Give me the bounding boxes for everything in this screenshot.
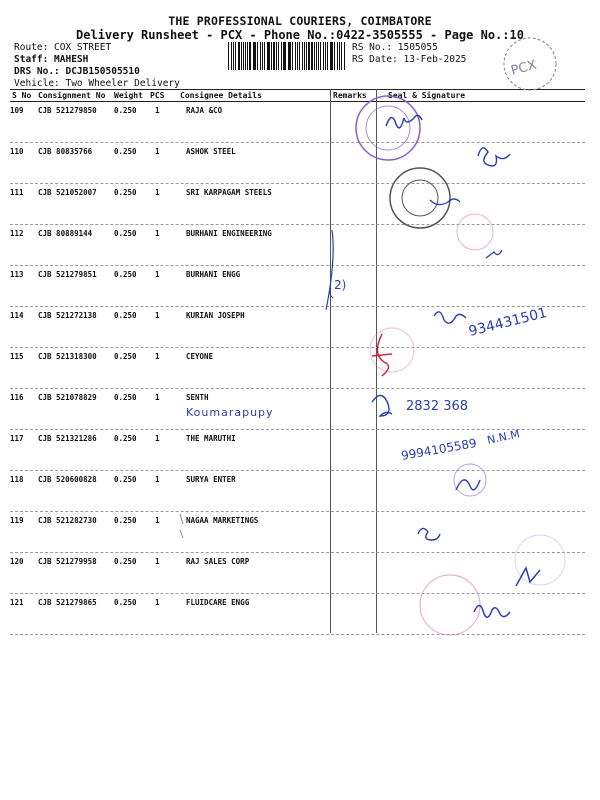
- barcode-bar: [235, 42, 236, 70]
- barcode-bar: [306, 42, 307, 70]
- cell-pcs: 1: [155, 393, 160, 402]
- barcode-bar: [271, 42, 272, 70]
- cell-consignment: CJB 521279958: [38, 557, 97, 566]
- cell-weight: 0.250: [114, 516, 137, 525]
- cell-weight: 0.250: [114, 188, 137, 197]
- cell-sno: 115: [10, 352, 24, 361]
- barcode-bar: [281, 42, 282, 70]
- phone-116: 2832 368: [406, 399, 469, 414]
- barcode-bar: [330, 42, 331, 70]
- cell-consignment: CJB 521318300: [38, 352, 97, 361]
- barcode-bar: [276, 42, 277, 70]
- cell-sno: 119: [10, 516, 24, 525]
- cell-consignment: CJB 521052007: [38, 188, 97, 197]
- barcode-bar: [283, 42, 284, 70]
- barcode-bar: [260, 42, 261, 70]
- barcode-bar: [262, 42, 263, 70]
- cell-pcs: 1: [155, 311, 160, 320]
- barcode-bar: [288, 42, 289, 70]
- barcode-bar: [339, 42, 340, 70]
- col-head-weight: Weight: [114, 91, 143, 100]
- cell-weight: 0.250: [114, 311, 137, 320]
- pcx-stamp: [504, 38, 556, 90]
- table-row: [10, 102, 585, 143]
- cell-consignment: CJB 80889144: [38, 229, 93, 238]
- barcode-bar: [295, 42, 296, 70]
- cell-sno: 112: [10, 229, 24, 238]
- cell-pcs: 1: [155, 147, 160, 156]
- barcode-bar: [341, 42, 342, 70]
- row-separator: [10, 634, 585, 635]
- barcode-bar: [299, 42, 300, 70]
- cell-sno: 116: [10, 393, 24, 402]
- col-head-seal: Seal & Signature: [388, 91, 466, 100]
- table-row: [10, 471, 585, 512]
- cell-consignment: CJB 521321286: [38, 434, 97, 443]
- cell-pcs: 1: [155, 106, 160, 115]
- staff-label: Staff: MAHESH: [14, 54, 89, 65]
- table-row: [10, 594, 585, 635]
- cell-weight: 0.250: [114, 557, 137, 566]
- cell-consignee: ASHOK STEEL: [186, 147, 236, 156]
- cell-weight: 0.250: [114, 106, 137, 115]
- cell-sno: 109: [10, 106, 24, 115]
- cell-sno: 114: [10, 311, 24, 320]
- barcode-bar: [241, 42, 242, 70]
- cell-consignee: SENTH: [186, 393, 209, 402]
- table-row: [10, 430, 585, 471]
- barcode-bar: [314, 42, 315, 70]
- barcode-bar: [304, 42, 305, 70]
- barcode-bar: [308, 42, 309, 70]
- barcode-bar: [254, 42, 256, 70]
- barcode-bar: [292, 42, 293, 70]
- cell-weight: 0.250: [114, 393, 137, 402]
- cell-consignee: KURIAN JOSEPH: [186, 311, 245, 320]
- table-row: [10, 266, 585, 307]
- barcode-bar: [231, 42, 232, 70]
- barcode-bar: [316, 42, 317, 70]
- runsheet-subtitle: Delivery Runsheet - PCX - Phone No.:0422-3505555 - Page No.:10: [76, 28, 524, 42]
- barcode-bar: [243, 42, 244, 70]
- cell-pcs: 1: [155, 434, 160, 443]
- cell-consignee: CEYONE: [186, 352, 214, 361]
- col-head-pcs: PCS: [150, 91, 165, 100]
- rs-date: RS Date: 13-Feb-2025: [352, 54, 467, 65]
- barcode-bar: [233, 42, 234, 70]
- cell-consignment: CJB 520600828: [38, 475, 97, 484]
- barcode-bar: [257, 42, 258, 70]
- barcode-bar: [278, 42, 279, 70]
- barcode-bar: [344, 42, 345, 70]
- barcode-bar: [323, 42, 324, 70]
- barcode-bar: [249, 42, 250, 70]
- cell-weight: 0.250: [114, 598, 137, 607]
- cell-consignee: BURHANI ENGINEERING: [186, 229, 272, 238]
- barcode-bar: [320, 42, 321, 70]
- barcode-bar: [238, 42, 240, 70]
- barcode-bar: [284, 42, 285, 70]
- barcode-bar: [337, 42, 338, 70]
- cell-sno: 111: [10, 188, 24, 197]
- cell-pcs: 1: [155, 516, 160, 525]
- cell-weight: 0.250: [114, 352, 137, 361]
- cell-weight: 0.250: [114, 147, 137, 156]
- phone-117: 9994105589: [400, 435, 478, 463]
- cell-sno: 110: [10, 147, 24, 156]
- barcode-bar: [228, 42, 229, 70]
- table-row: [10, 143, 585, 184]
- col-head-remarks: Remarks: [333, 91, 367, 100]
- route-label: Route: COX STREET: [14, 42, 112, 53]
- header-top-rule: [10, 89, 585, 90]
- vehicle-label: Vehicle: Two Wheeler Delivery: [14, 78, 180, 89]
- cell-consignment: CJB 521282730: [38, 516, 97, 525]
- barcode-bar: [247, 42, 248, 70]
- barcode-bar: [325, 42, 326, 70]
- cell-sno: 117: [10, 434, 24, 443]
- cell-weight: 0.250: [114, 270, 137, 279]
- col-head-consignee: Consignee Details: [180, 91, 262, 100]
- cell-weight: 0.250: [114, 434, 137, 443]
- table-row: [10, 184, 585, 225]
- cell-sno: 113: [10, 270, 24, 279]
- cell-consignee: RAJA &CO: [186, 106, 223, 115]
- cell-consignment: CJB 80835766: [38, 147, 93, 156]
- barcode-bar: [264, 42, 265, 70]
- col-head-consignment: Consignment No: [38, 91, 106, 100]
- cell-consignment: CJB 521272138: [38, 311, 97, 320]
- cell-sno: 120: [10, 557, 24, 566]
- name-117: N.N.M: [485, 427, 521, 447]
- cell-pcs: 1: [155, 188, 160, 197]
- cell-pcs: 1: [155, 352, 160, 361]
- cell-consignment: CJB 521279865: [38, 598, 97, 607]
- table-row: [10, 348, 585, 389]
- cell-consignee: THE MARUTHI: [186, 434, 236, 443]
- barcode-bar: [331, 42, 333, 70]
- cell-pcs: 1: [155, 229, 160, 238]
- cell-sno: 121: [10, 598, 24, 607]
- cell-consignee: NAGAA MARKETINGS: [186, 516, 259, 525]
- cell-sno: 118: [10, 475, 24, 484]
- cell-pcs: 1: [155, 557, 160, 566]
- cell-consignee: FLUIDCARE ENGG: [186, 598, 250, 607]
- barcode-bar: [253, 42, 254, 70]
- cell-consignment: CJB 521279850: [38, 106, 97, 115]
- table-row: [10, 389, 585, 430]
- table-row: [10, 512, 585, 553]
- barcode-bar: [268, 42, 269, 70]
- table-row: [10, 553, 585, 594]
- cell-weight: 0.250: [114, 229, 137, 238]
- barcode-bar: [327, 42, 328, 70]
- barcode-bar: [302, 42, 303, 70]
- cell-pcs: 1: [155, 475, 160, 484]
- runsheet-barcode: [228, 42, 346, 70]
- cell-pcs: 1: [155, 270, 160, 279]
- table-row: [10, 225, 585, 266]
- barcode-bar: [273, 42, 275, 70]
- cell-pcs: 1: [155, 598, 160, 607]
- note-116: Koumarapupy: [186, 406, 274, 419]
- barcode-bar: [289, 42, 291, 70]
- barcode-bar: [297, 42, 298, 70]
- cell-consignment: CJB 521279851: [38, 270, 97, 279]
- company-title: THE PROFESSIONAL COURIERS, COIMBATORE: [168, 14, 432, 28]
- cell-consignee: SRI KARPAGAM STEELS: [186, 188, 272, 197]
- cell-weight: 0.250: [114, 475, 137, 484]
- pcx-stamp-text: PCX: [509, 57, 539, 79]
- drs-number: DRS No.: DCJB150505510: [14, 66, 140, 77]
- barcode-bar: [245, 42, 246, 70]
- cell-consignee: BURHANI ENGG: [186, 270, 241, 279]
- barcode-bar: [267, 42, 268, 70]
- table-row: [10, 304, 585, 348]
- barcode-bar: [334, 42, 335, 70]
- col-head-sno: S No: [12, 91, 32, 100]
- rs-number: RS No.: 1505055: [352, 42, 438, 53]
- barcode-bar: [311, 42, 313, 70]
- barcode-bar: [318, 42, 319, 70]
- cell-consignee: RAJ SALES CORP: [186, 557, 250, 566]
- remark-113: 2): [334, 278, 347, 292]
- cell-consignment: CJB 521078829: [38, 393, 97, 402]
- phone-114: 934431501: [467, 304, 549, 340]
- cell-consignee: SURYA ENTER: [186, 475, 236, 484]
